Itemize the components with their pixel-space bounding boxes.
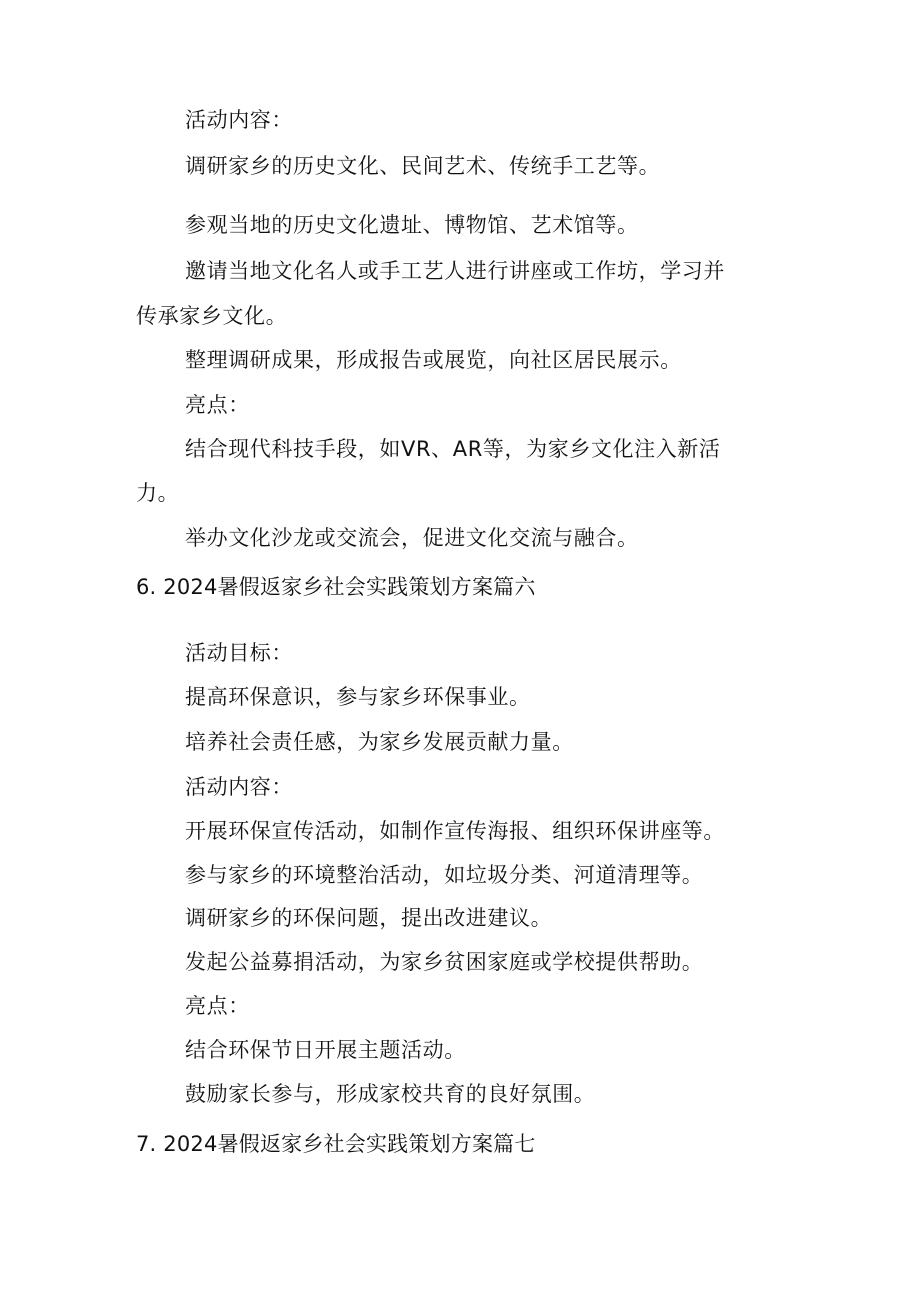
- section6-highlight-item: 鼓励家长参与，形成家校共育的良好氛围。: [185, 1082, 596, 1106]
- section5-highlights-label: 亮点：: [185, 393, 250, 417]
- section5-content-item: 整理调研成果，形成报告或展览，向社区居民展示。: [185, 348, 682, 372]
- section6-goal-item: 提高环保意识，参与家乡环保事业。: [185, 685, 531, 709]
- section5-highlight-item: 结合现代科技手段，如VR、AR等，为家乡文化注入新活: [185, 437, 721, 461]
- section6-highlights-label: 亮点：: [185, 994, 250, 1018]
- section5-highlight-item: 举办文化沙龙或交流会，促进文化交流与融合。: [185, 526, 639, 550]
- section7-heading: 7. 2024暑假返家乡社会实践策划方案篇七: [136, 1132, 536, 1156]
- section6-highlight-item: 结合环保节日开展主题活动。: [185, 1038, 466, 1062]
- section5-content-label: 活动内容：: [185, 108, 293, 132]
- section6-goal-label: 活动目标：: [185, 641, 293, 665]
- section6-heading: 6. 2024暑假返家乡社会实践策划方案篇六: [136, 575, 536, 599]
- section5-content-item: 邀请当地文化名人或手工艺人进行讲座或工作坊，学习并: [185, 259, 725, 283]
- section5-content-item-continuation: 传承家乡文化。: [136, 304, 288, 328]
- section5-highlight-item-continuation: 力。: [136, 481, 180, 505]
- section6-content-item: 发起公益募捐活动，为家乡贫困家庭或学校提供帮助。: [185, 950, 704, 974]
- section6-goal-item: 培养社会责任感，为家乡发展贡献力量。: [185, 730, 574, 754]
- section6-content-item: 调研家乡的环保问题，提出改进建议。: [185, 906, 553, 930]
- section6-content-item: 参与家乡的环境整治活动，如垃圾分类、河道清理等。: [185, 863, 704, 887]
- section6-content-label: 活动内容：: [185, 775, 293, 799]
- section5-content-item: 参观当地的历史文化遗址、博物馆、艺术馆等。: [185, 213, 639, 237]
- section5-content-item: 调研家乡的历史文化、民间艺术、传统手工艺等。: [185, 154, 661, 178]
- section6-content-item: 开展环保宣传活动，如制作宣传海报、组织环保讲座等。: [185, 819, 725, 843]
